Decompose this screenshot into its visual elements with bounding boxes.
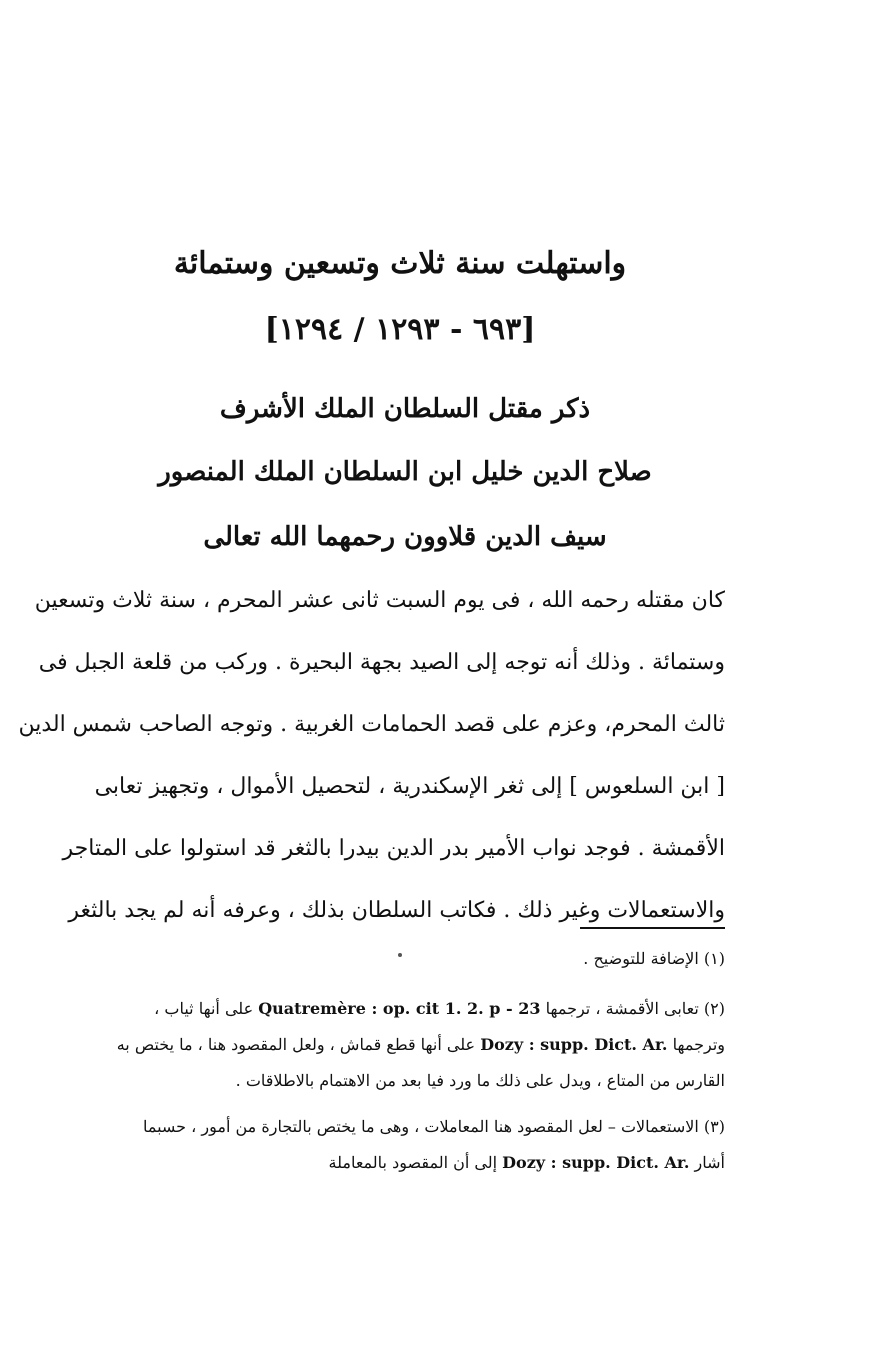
body-line-6: والاستعمالات وغير ذلك . فكاتب السلطان بذلك ، وعرفه أنه لم يجد بالثغر (68, 898, 725, 923)
body-line-3: ثالث المحرم، وعزم على قصد الحمامات الغربية . وتوجه الصاحب شمس الدين (18, 712, 725, 737)
footnotes (105, 945, 725, 1177)
footnote-3-text-b: إلى أن المقصود بالمعاملة (328, 1153, 498, 1172)
footnote-2-line-1 (105, 995, 725, 1023)
footnote-1: (١) الإضافة للتوضيح . (583, 949, 725, 968)
page-title: واستهلت سنة ثلاث وتسعين وستمائة (173, 246, 627, 281)
footnote-3-line-2 (105, 1149, 725, 1177)
date-range: [٦٩٣ - ١٢٩٣ / ١٢٩٤] (264, 312, 536, 347)
footnote-3-citation-dozy: Dozy : supp. Dict. Ar. (502, 1153, 690, 1172)
footnote-2-text-d: على أنها قطع قماش ، ولعل المقصود هنا ، ما يختص به (116, 1035, 476, 1054)
footnote-divider (580, 927, 725, 929)
section-heading-line-2: صلاح الدين خليل ابن السلطان الملك المنصور (158, 457, 652, 487)
footnote-2-line-2 (105, 1031, 725, 1059)
footnote-2-citation-dozy: Dozy : supp. Dict. Ar. (480, 1035, 668, 1054)
footnote-2-line-3: القارس من المتاع ، ويدل على ذلك ما ورد فيا بعد من الاهتمام بالاطلاقات . (235, 1071, 725, 1090)
footnote-2-text-c: وترجمها (672, 1035, 725, 1054)
footnote-2-text-a: (٢) تعابى الأقمشة ، ترجمها (545, 999, 725, 1018)
footnote-3-text-a: أشار (694, 1153, 725, 1172)
footnote-2-text-b: على أنها ثياب ، (154, 999, 254, 1018)
footnote-3-line-1: (٣) الاستعمالات – لعل المقصود هنا المعاملات ، وهى ما يختص بالتجارة من أمور ، حسبما (142, 1117, 725, 1136)
body-line-4: [ ابن السلعوس ] إلى ثغر الإسكندرية ، لتحصيل الأموال ، وتجهيز تعابى (94, 774, 725, 799)
body-line-5: الأقمشة . فوجد نواب الأمير بدر الدين بيدرا بالثغر قد استولوا على المتاجر (62, 836, 725, 861)
body-paragraph (18, 570, 725, 942)
footnote-2-citation-quatremere: Quatremère : op. cit 1. 2. p - 23 (258, 999, 541, 1018)
section-heading-line-1: ذكر مقتل السلطان الملك الأشرف (219, 394, 591, 424)
body-line-2: وستمائة . وذلك أنه توجه إلى الصيد بجهة البحيرة . وركب من قلعة الجبل فى (38, 650, 725, 675)
section-heading-line-3: سيف الدين قلاوون رحمهما الله تعالى (203, 522, 607, 552)
body-line-1: كان مقتله رحمه الله ، فى يوم السبت ثانى عشر المحرم ، سنة ثلاث وتسعين (34, 588, 725, 613)
